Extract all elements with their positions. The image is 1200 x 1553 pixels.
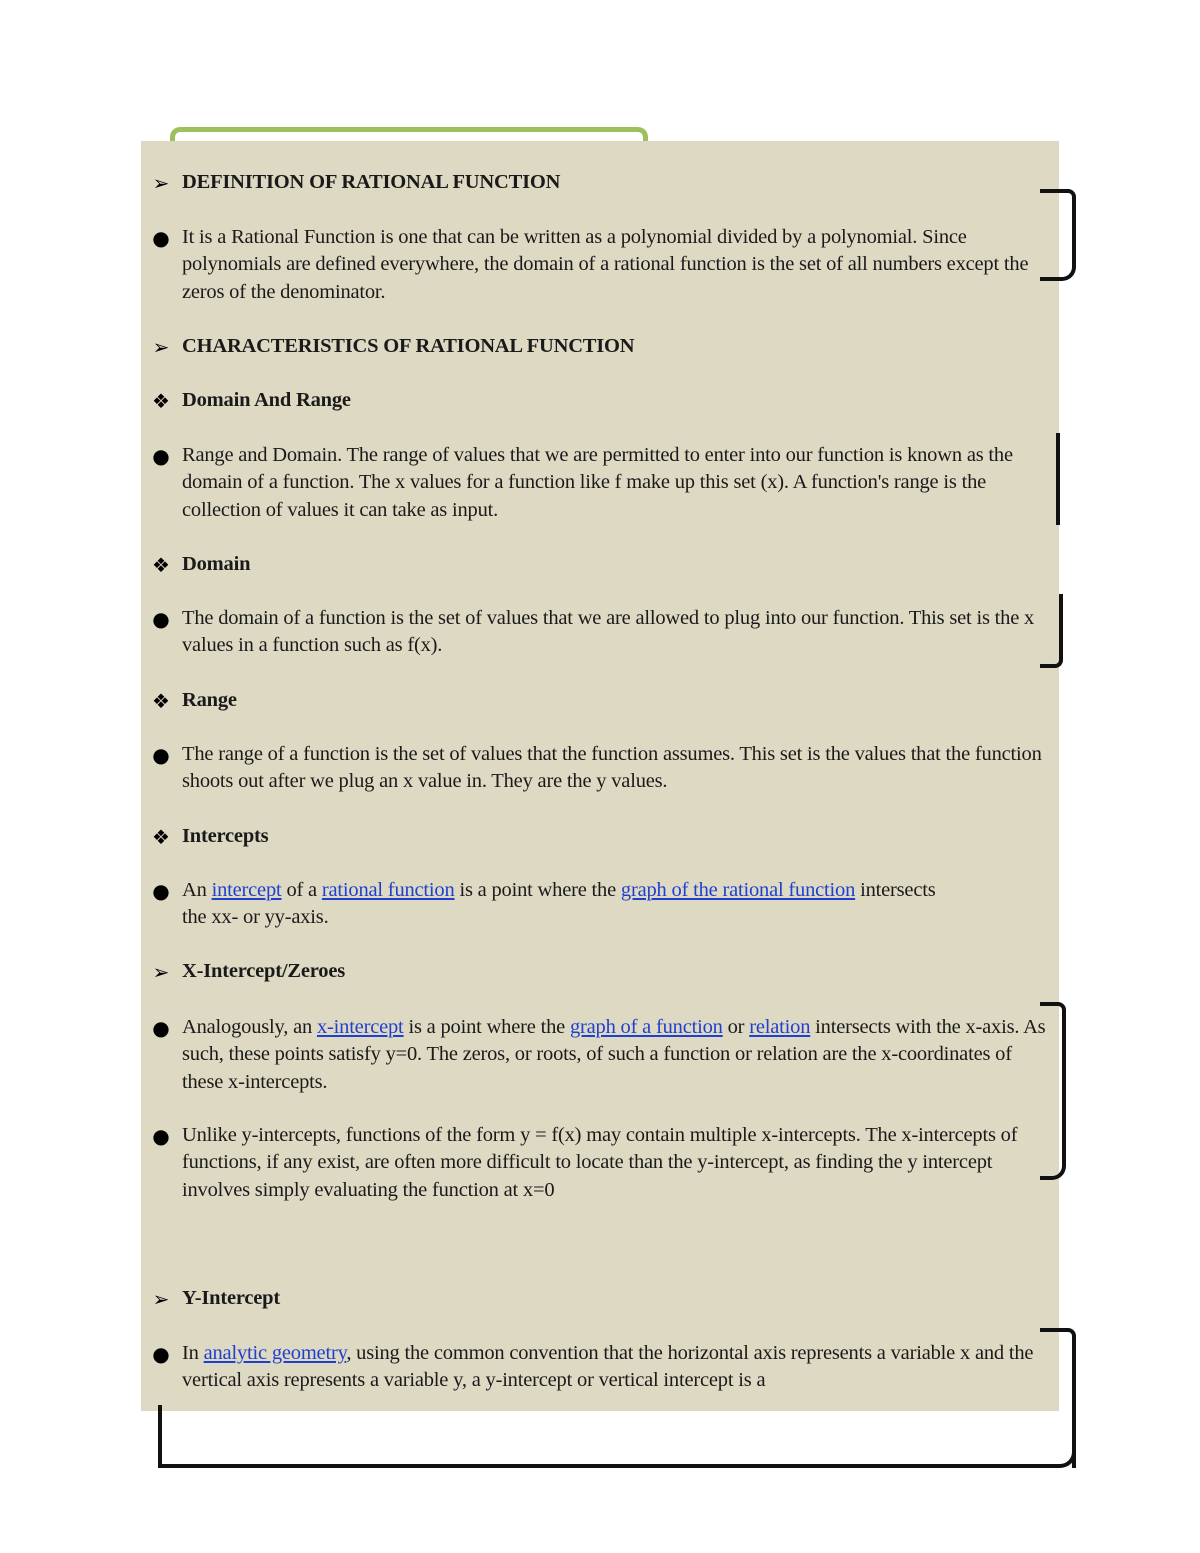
- arrow-bullet-icon: ➢: [152, 959, 170, 984]
- relation-link[interactable]: relation: [749, 1016, 811, 1038]
- arrow-bullet-icon: ➢: [152, 334, 170, 359]
- y-intercept-paragraph-row: [141, 1340, 1049, 1395]
- x-intercept-paragraph-1: Analogously, an x-intercept is a point where the graph of a function or relation intersects with the x-axis. As such, these points satisfy y=0. The zeros, or roots, of such a function or relation are the x-coordinates of these x-intercepts.: [182, 1016, 1046, 1093]
- graph-of-rational-function-link[interactable]: graph of the rational function: [620, 879, 856, 901]
- round-bullet-icon: ●: [152, 1341, 170, 1366]
- definition-paragraph: It is a Rational Function is one that can be written as a polynomial divided by a polynomial. Since polynomials are defined everywhere, the domain of a rational function is the set of all numbers except the zeros of the denominator.: [182, 226, 1029, 303]
- domain-paragraph-row: [141, 605, 1049, 660]
- diamond-bullet-icon: ❖: [152, 688, 170, 713]
- x-intercept-paragraph-2: Unlike y-intercepts, functions of the form y = f(x) may contain multiple x-intercepts. The x-intercepts of functions, if any exist, are often more difficult to locate than the y-intercept, as finding the y intercept involves simply evaluating the function at x=0: [182, 1124, 1018, 1201]
- x-intercept-paragraph-1-row: [141, 1014, 1049, 1096]
- domain-range-paragraph-row: [141, 442, 1049, 524]
- domain-heading: Domain: [182, 553, 251, 575]
- round-bullet-icon: ●: [152, 443, 170, 468]
- characteristics-heading: CHARACTERISTICS OF RATIONAL FUNCTION: [182, 335, 635, 357]
- round-bullet-icon: ●: [152, 225, 170, 250]
- x-intercept-link[interactable]: x-intercept: [316, 1016, 404, 1038]
- x-intercept-heading: X-Intercept/Zeroes: [182, 960, 346, 982]
- round-bullet-icon: ●: [152, 1015, 170, 1040]
- range-heading-row: [141, 687, 1049, 714]
- domain-range-heading-row: [141, 387, 1049, 414]
- definition-paragraph-row: [141, 224, 1049, 306]
- range-paragraph: The range of a function is the set of values that the function assumes. This set is the values that the function shoots out after we plug an x value in. They are the y values.: [182, 743, 1042, 793]
- intercept-link[interactable]: intercept: [211, 879, 282, 901]
- domain-heading-row: [141, 551, 1049, 578]
- diamond-bullet-icon: ❖: [152, 388, 170, 413]
- bottom-frame: [158, 1405, 1076, 1468]
- intercepts-heading-row: [141, 823, 1049, 850]
- intercepts-paragraph: An intercept of a rational function is a point where the graph of the rational function intersects the xx- or yy-axis.: [182, 879, 936, 929]
- characteristics-heading-row: [141, 333, 1049, 360]
- rational-function-link[interactable]: rational function: [321, 879, 455, 901]
- diamond-bullet-icon: ❖: [152, 552, 170, 577]
- range-heading: Range: [182, 689, 237, 711]
- arrow-bullet-icon: ➢: [152, 1286, 170, 1311]
- x-intercept-heading-row: [141, 958, 1049, 985]
- definition-heading: DEFINITION OF RATIONAL FUNCTION: [182, 171, 561, 193]
- arrow-bullet-icon: ➢: [152, 170, 170, 195]
- x-intercept-paragraph-2-row: [141, 1122, 1049, 1204]
- intercepts-heading: Intercepts: [182, 825, 269, 847]
- range-paragraph-row: [141, 741, 1049, 796]
- domain-paragraph: The domain of a function is the set of values that we are allowed to plug into our function. This set is the x values in a function such as f(x).: [182, 607, 1035, 657]
- domain-range-heading: Domain And Range: [182, 389, 351, 411]
- y-intercept-heading: Y-Intercept: [182, 1287, 281, 1309]
- y-intercept-heading-row: [141, 1285, 1049, 1312]
- domain-range-paragraph: Range and Domain. The range of values that we are permitted to enter into our function is known as the domain of a function. The x values for a function like f make up this set (x). A function's range is the collection of values it can take as input.: [182, 444, 1013, 521]
- round-bullet-icon: ●: [152, 742, 170, 767]
- intercepts-paragraph-row: [141, 877, 941, 932]
- round-bullet-icon: ●: [152, 878, 170, 903]
- analytic-geometry-link[interactable]: analytic geometry: [203, 1342, 347, 1364]
- definition-heading-row: [141, 169, 1049, 196]
- graph-of-a-function-link[interactable]: graph of a function: [569, 1016, 723, 1038]
- diamond-bullet-icon: ❖: [152, 824, 170, 849]
- round-bullet-icon: ●: [152, 1123, 170, 1148]
- y-intercept-paragraph: In analytic geometry, using the common convention that the horizontal axis represents a variable x and the vertical axis represents a variable y, a y-intercept or vertical intercept is a: [182, 1342, 1034, 1392]
- round-bullet-icon: ●: [152, 606, 170, 631]
